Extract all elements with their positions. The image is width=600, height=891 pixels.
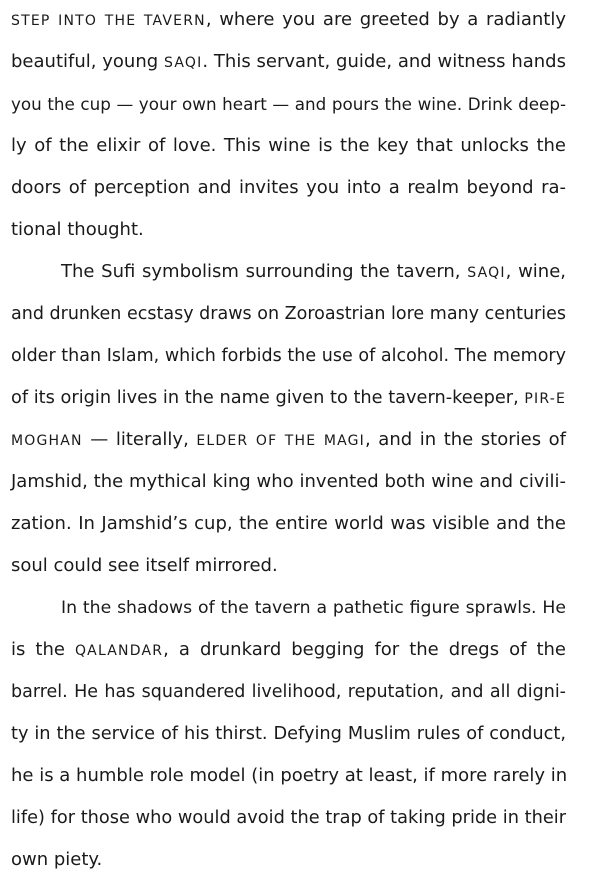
paragraph-2-line-1 (61, 260, 566, 285)
paragraph-2-line-8: soul could see itself mirrored. (11, 555, 278, 576)
small-caps-term: SAQI (467, 265, 506, 281)
paragraph-3-line-2 (11, 638, 566, 663)
text-run: , a drunkard begging for the dregs of the (163, 639, 566, 660)
paragraph-2-line-6: Jamshid, the mythical king who invented both wine and civili- (11, 471, 566, 492)
paragraph-3-line-6: life) for those who would avoid the trap of taking pride in their (11, 808, 566, 828)
text-run: , and in the stories of (365, 429, 567, 450)
paragraph-3-line-5: he is a humble role model (in poetry at least, if more rarely in (11, 765, 568, 786)
text-run: , wine, (505, 261, 566, 282)
small-caps-term: PIR-E (524, 391, 567, 407)
paragraph-1-line-3: you the cup — your own heart — and pours the wine. Drink deep- (11, 94, 566, 114)
text-run: — literally, (82, 429, 197, 450)
paragraph-2-line-4 (11, 386, 566, 411)
paragraph-3-line-1: In the shadows of the tavern a pathetic figure sprawls. He (61, 598, 566, 618)
text-run: beautiful, young (11, 51, 164, 72)
text-run: . This servant, guide, and witness hands (202, 51, 566, 72)
paragraph-2-line-7: zation. In Jamshid’s cup, the entire world was visible and the (11, 513, 566, 534)
small-caps-phrase: ELDER OF THE MAGI (196, 433, 366, 449)
paragraph-1-line-5: doors of perception and invites you into a realm beyond ra- (11, 177, 566, 198)
paragraph-2-line-5 (11, 428, 566, 453)
text-run: of its origin lives in the name given to the tavern-keeper, (11, 388, 525, 408)
text-run: , where you are greeted by a radiantly (205, 9, 566, 30)
paragraph-2-line-2: and drunken ecstasy draws on Zoroastrian lore many centuries (11, 304, 566, 324)
text-run: is the (11, 639, 75, 660)
paragraph-1-line-6: tional thought. (11, 219, 144, 240)
paragraph-2-line-3: older than Islam, which forbids the use of alcohol. The memory (11, 346, 566, 366)
paragraph-3-line-7: own piety. (11, 849, 103, 870)
small-caps-term: SAQI (163, 55, 203, 71)
paragraph-1-line-4: ly of the elixir of love. This wine is the key that unlocks the (11, 135, 566, 156)
paragraph-1-line-1 (11, 8, 566, 33)
paragraph-3-line-4: ty in the service of his thirst. Defying Muslim rules of conduct, (11, 724, 566, 744)
paragraph-1-line-2 (11, 50, 566, 75)
small-caps-term: QALANDAR (74, 643, 164, 659)
small-caps-phrase: STEP INTO THE TAVERN (11, 13, 206, 29)
paragraph-3-line-3: barrel. He has squandered livelihood, reputation, and all digni- (11, 682, 566, 702)
small-caps-term: MOGHAN (11, 433, 83, 449)
text-run: The Sufi symbolism surrounding the tavern, (61, 261, 468, 282)
